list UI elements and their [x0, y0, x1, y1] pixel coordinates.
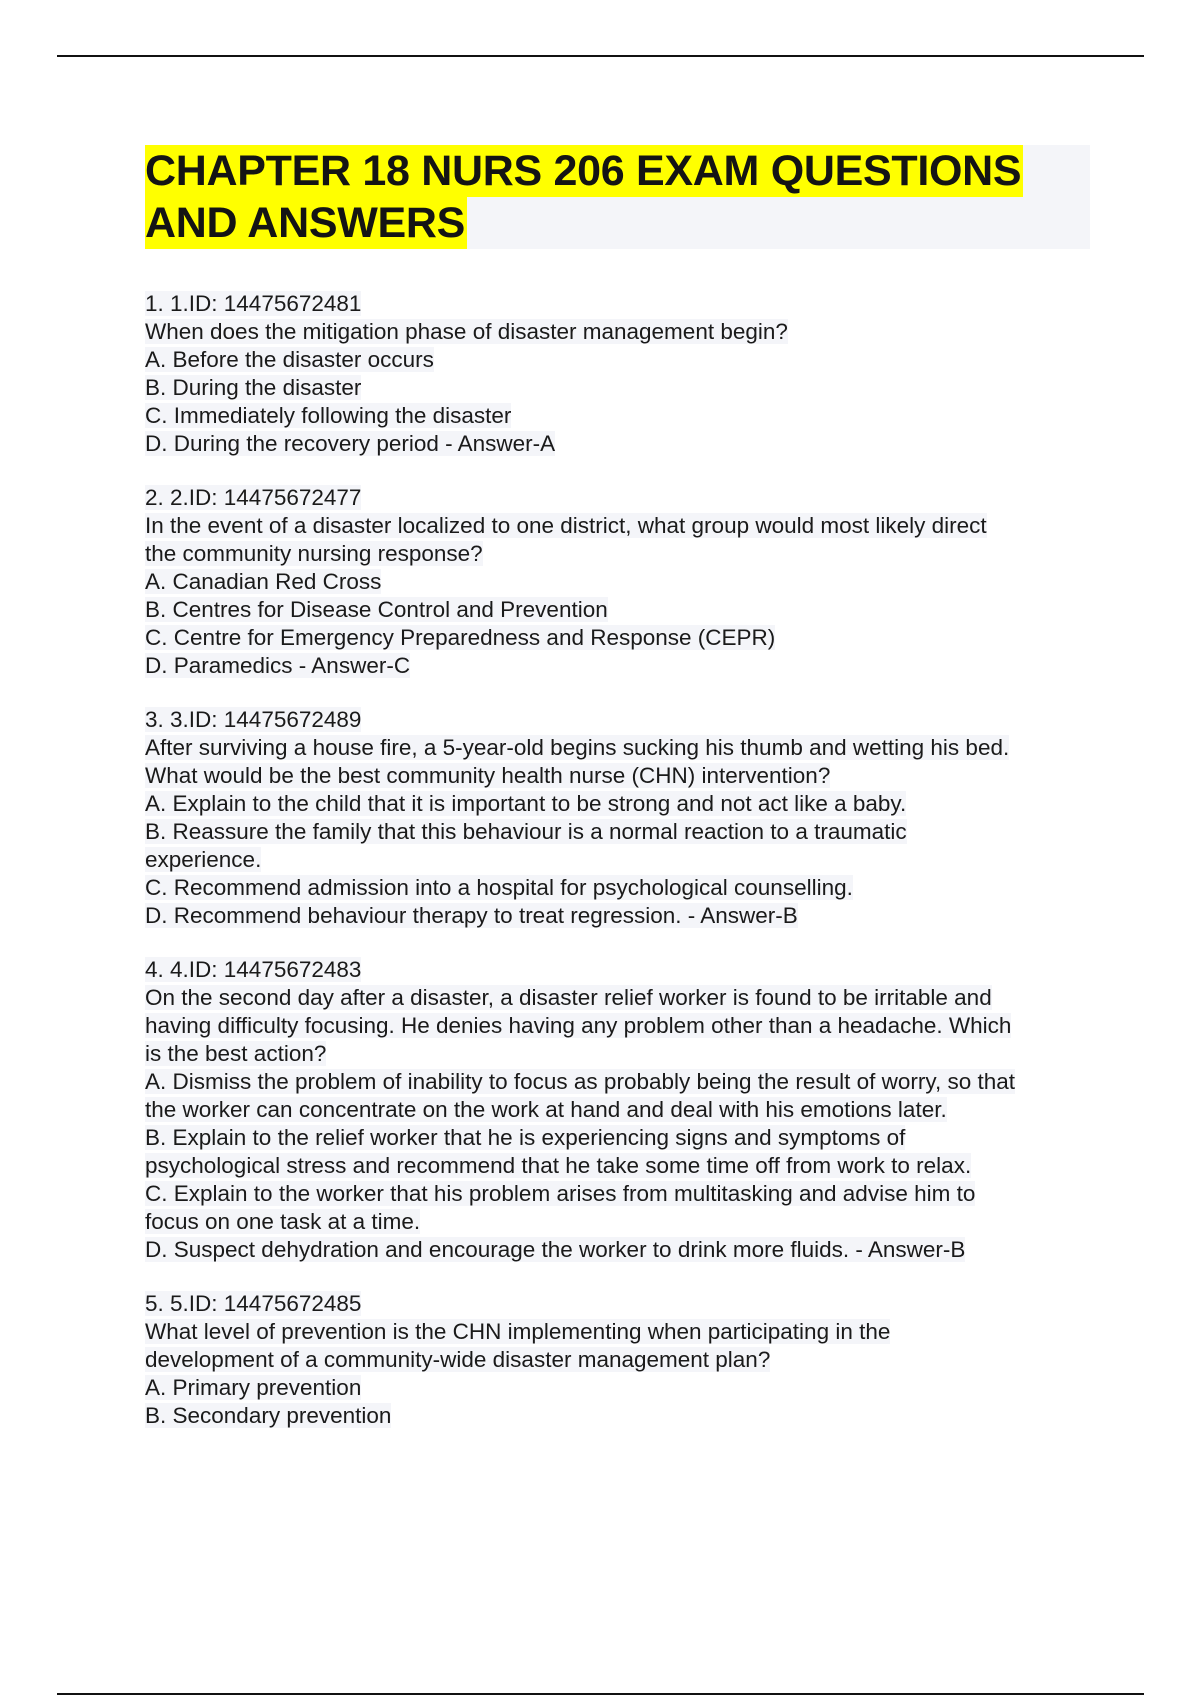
question-id-line	[145, 290, 1090, 318]
top-rule	[57, 55, 1144, 57]
question-id: 5. 5.ID: 14475672485	[145, 1291, 362, 1316]
answer-option: the worker can concentrate on the work at hand and deal with his emotions later.	[145, 1097, 947, 1122]
question-id: 4. 4.ID: 14475672483	[145, 957, 362, 982]
question-id: 3. 3.ID: 14475672489	[145, 707, 362, 732]
question-id: 2. 2.ID: 14475672477	[145, 485, 362, 510]
answer-option: D. Paramedics - Answer-C	[145, 653, 411, 678]
question-id: 1. 1.ID: 14475672481	[145, 291, 362, 316]
title-line-2: AND ANSWERS	[145, 199, 465, 247]
question-stem-line	[145, 1040, 1090, 1068]
answer-option: D. Suspect dehydration and encourage the worker to drink more fluids. - Answer-B	[145, 1237, 966, 1262]
answer-option-line	[145, 1152, 1090, 1180]
answer-option: B. During the disaster	[145, 375, 362, 400]
answer-option: C. Recommend admission into a hospital for psychological counselling.	[145, 875, 853, 900]
answer-option: A. Before the disaster occurs	[145, 347, 434, 372]
question-id-line	[145, 706, 1090, 734]
answer-option-line	[145, 402, 1090, 430]
question-stem: In the event of a disaster localized to one district, what group would most likely direct	[145, 513, 987, 538]
answer-option-line	[145, 652, 1090, 680]
answer-option: B. Centres for Disease Control and Prevention	[145, 597, 608, 622]
answer-option-line	[145, 624, 1090, 652]
question-stem: is the best action?	[145, 1041, 327, 1066]
answer-option-line	[145, 902, 1090, 930]
question-stem: What would be the best community health nurse (CHN) intervention?	[145, 763, 831, 788]
answer-option-line	[145, 1236, 1090, 1264]
question-stem-line	[145, 1318, 1090, 1346]
answer-option: B. Explain to the relief worker that he is experiencing signs and symptoms of	[145, 1125, 906, 1150]
question-item	[145, 706, 1090, 930]
answer-option-line	[145, 1374, 1090, 1402]
question-stem: development of a community-wide disaster management plan?	[145, 1347, 771, 1372]
question-id-line	[145, 956, 1090, 984]
answer-option: A. Canadian Red Cross	[145, 569, 382, 594]
answer-option: focus on one task at a time.	[145, 1209, 421, 1234]
question-item	[145, 290, 1090, 458]
answer-option: experience.	[145, 847, 262, 872]
question-list	[145, 290, 1090, 1456]
answer-option: A. Primary prevention	[145, 1375, 362, 1400]
question-item	[145, 956, 1090, 1264]
question-stem-line	[145, 1012, 1090, 1040]
question-stem: When does the mitigation phase of disaster management begin?	[145, 319, 788, 344]
question-stem-line	[145, 540, 1090, 568]
question-stem-line	[145, 762, 1090, 790]
answer-option-line	[145, 790, 1090, 818]
question-stem-line	[145, 1346, 1090, 1374]
answer-option-line	[145, 1068, 1090, 1096]
answer-option: A. Dismiss the problem of inability to focus as probably being the result of worry, so that	[145, 1069, 1015, 1094]
question-stem: What level of prevention is the CHN implementing when participating in the	[145, 1319, 891, 1344]
answer-option-line	[145, 1208, 1090, 1236]
question-stem: having difficulty focusing. He denies having any problem other than a headache. Which	[145, 1013, 1012, 1038]
answer-option: psychological stress and recommend that he take some time off from work to relax.	[145, 1153, 972, 1178]
question-stem: After surviving a house fire, a 5-year-old begins sucking his thumb and wetting his bed.	[145, 735, 1010, 760]
question-stem-line	[145, 318, 1090, 346]
answer-option-line	[145, 1096, 1090, 1124]
question-stem-line	[145, 734, 1090, 762]
question-item	[145, 1290, 1090, 1430]
answer-option: C. Centre for Emergency Preparedness and Response (CEPR)	[145, 625, 776, 650]
answer-option-line	[145, 568, 1090, 596]
answer-option: A. Explain to the child that it is important to be strong and not act like a baby.	[145, 791, 907, 816]
question-item	[145, 484, 1090, 680]
question-stem: On the second day after a disaster, a disaster relief worker is found to be irritable and	[145, 985, 992, 1010]
question-stem-line	[145, 984, 1090, 1012]
answer-option: D. During the recovery period - Answer-A	[145, 431, 556, 456]
answer-option-line	[145, 1124, 1090, 1152]
question-id-line	[145, 1290, 1090, 1318]
answer-option-line	[145, 430, 1090, 458]
answer-option: B. Secondary prevention	[145, 1403, 392, 1428]
answer-option: B. Reassure the family that this behaviour is a normal reaction to a traumatic	[145, 819, 907, 844]
answer-option-line	[145, 346, 1090, 374]
answer-option-line	[145, 596, 1090, 624]
answer-option-line	[145, 846, 1090, 874]
bottom-rule	[57, 1693, 1144, 1695]
answer-option-line	[145, 1402, 1090, 1430]
question-id-line	[145, 484, 1090, 512]
title-line-1: CHAPTER 18 NURS 206 EXAM QUESTIONS	[145, 147, 1022, 195]
page-title	[145, 145, 1090, 249]
answer-option: C. Explain to the worker that his problem arises from multitasking and advise him to	[145, 1181, 976, 1206]
answer-option-line	[145, 374, 1090, 402]
question-stem-line	[145, 512, 1090, 540]
answer-option: D. Recommend behaviour therapy to treat regression. - Answer-B	[145, 903, 798, 928]
answer-option: C. Immediately following the disaster	[145, 403, 512, 428]
title-block	[145, 145, 1090, 249]
question-stem: the community nursing response?	[145, 541, 483, 566]
answer-option-line	[145, 818, 1090, 846]
answer-option-line	[145, 1180, 1090, 1208]
answer-option-line	[145, 874, 1090, 902]
